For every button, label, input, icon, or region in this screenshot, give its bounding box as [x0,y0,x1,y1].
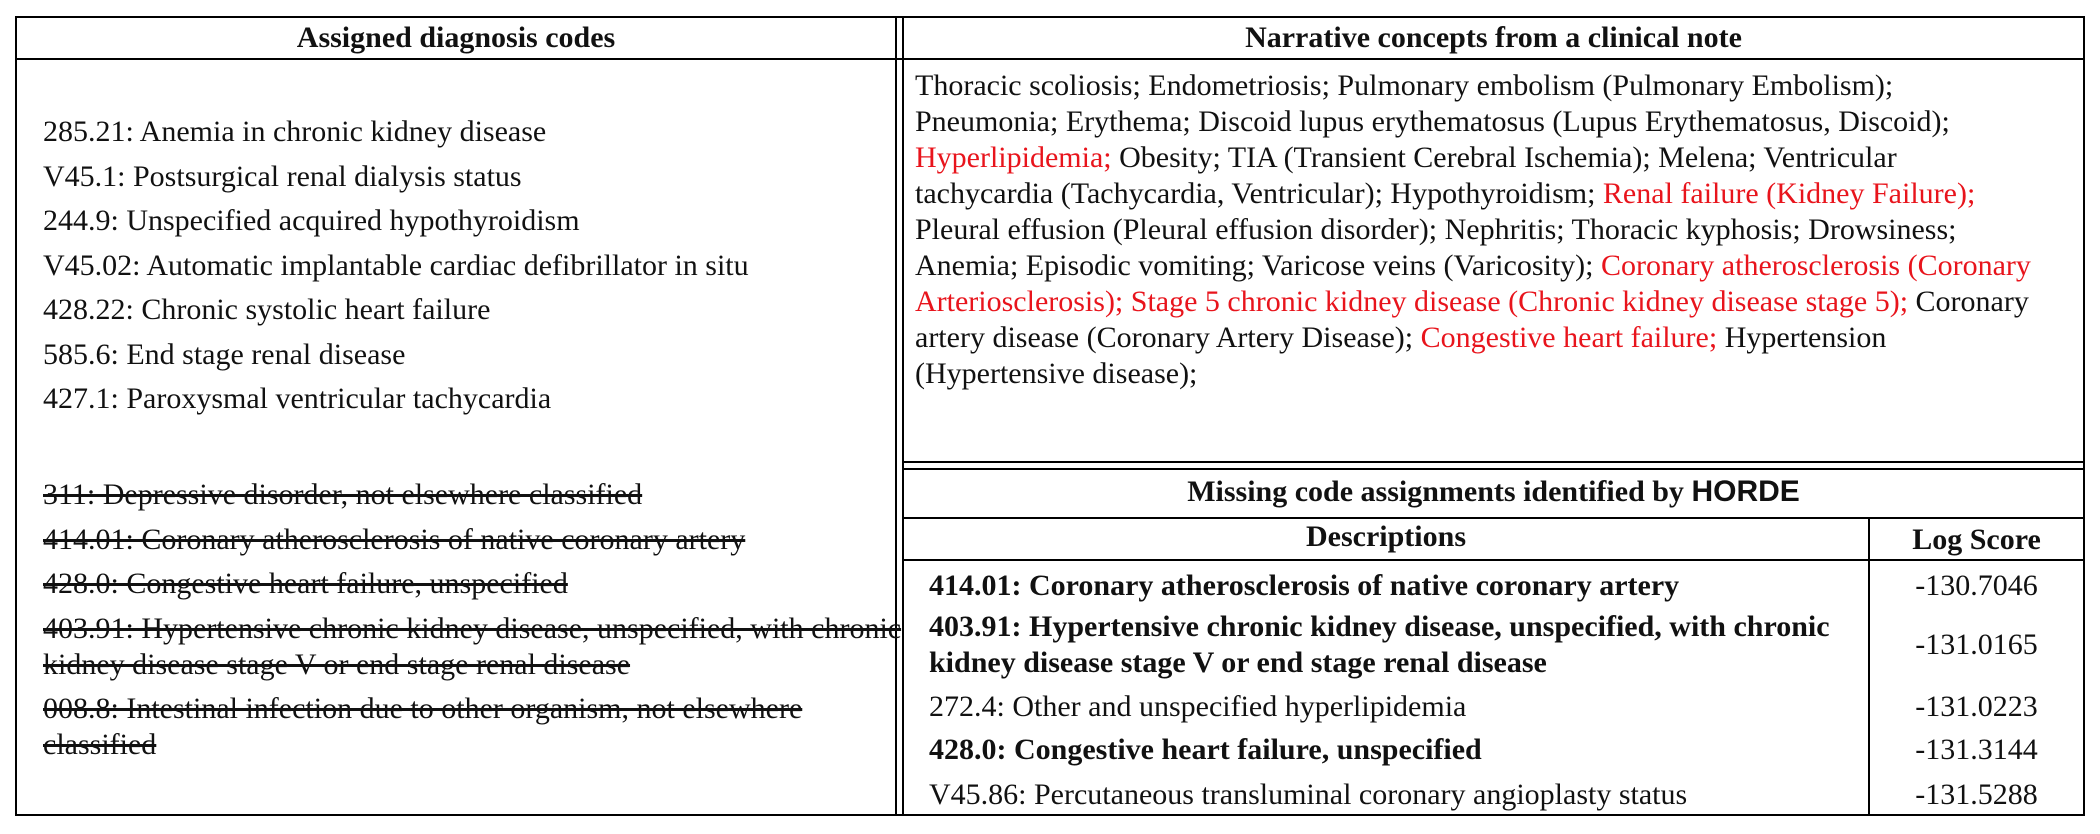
missing-code-score: -131.3144 [1915,733,2038,766]
assigned-code-item: 285.21: Anemia in chronic kidney disease [43,115,547,148]
assigned-code-item: 585.6: End stage renal disease [43,337,406,371]
column-header-log-score: Log Score [1912,523,2041,556]
narrative-segment: Pleural effusion (Pleural effusion disorder); Nephritis; Thoracic kyphosis; Drowsiness; Anemia; Episodic vomiting; Varicose veins (Varicosity); [915,213,1957,282]
missing-codes-header-text: Missing code assignments identified by [1187,475,1692,508]
narrative-concepts-text [915,68,2035,392]
assigned-code-item: 244.9: Unspecified acquired hypothyroidism [43,204,580,237]
struck-code-item: 403.91: Hypertensive chronic kidney disease, unspecified, with chronic kidney disease stage V or end stage renal disease [43,611,902,681]
struck-code-item: 311: Depressive disorder, not elsewhere classified [43,478,643,511]
narrative-segment: Thoracic scoliosis; Endometriosis; Pulmonary embolism (Pulmonary Embolism); Pneumonia; Erythema; Discoid lupus erythematosus (Lupus Erythematosus, Discoid); [915,69,1950,138]
narrative-rule-bottom [904,468,2083,470]
narrative-segment: Coronary artery disease (Coronary Artery Disease); [915,285,2029,354]
narrative-header: Narrative concepts from a clinical note [1245,21,1742,54]
column-header-rule [904,559,2083,561]
assigned-codes-header: Assigned diagnosis codes [296,21,616,54]
method-name: HORDE [1691,475,1800,508]
missing-code-description: V45.86: Percutaneous transluminal coronary angioplasty status [929,778,1688,811]
narrative-segment: Renal failure (Kidney Failure); [1602,177,1976,210]
struck-code-item: 414.01: Coronary atherosclerosis of native coronary artery [43,522,746,556]
narrative-segment: Obesity; TIA (Transient Cerebral Ischemia); Melena; Ventricular tachycardia (Tachycardia, Ventricular); Hypothyroidism; [915,141,1897,210]
missing-code-score: -131.0165 [1915,628,2038,661]
narrative-segment: Coronary atherosclerosis (Coronary Arteriosclerosis); Stage 5 chronic kidney disease (Chronic kidney disease stage 5); [915,249,2031,318]
header-rule [17,58,2083,60]
missing-code-score: -131.0223 [1915,690,2038,723]
missing-code-description: 403.91: Hypertensive chronic kidney disease, unspecified, with chronic kidney disease stage V or end stage renal disease [929,610,1830,679]
missing-code-description: 414.01: Coronary atherosclerosis of native coronary artery [929,569,1680,602]
narrative-rule-top [904,461,2083,463]
assigned-code-item: 428.22: Chronic systolic heart failure [43,293,491,326]
missing-code-description: 272.4: Other and unspecified hyperlipidemia [929,690,1467,723]
assigned-codes-list [43,110,749,422]
narrative-segment: Hypertension (Hypertensive disease); [915,321,1887,390]
assigned-code-item: V45.1: Postsurgical renal dialysis status [43,159,522,193]
narrative-segment: Hyperlipidemia; [915,141,1112,174]
score-column-divider [1868,518,1870,816]
assigned-code-item: V45.02: Automatic implantable cardiac defibrillator in situ [43,248,749,282]
column-header-descriptions: Descriptions [1306,520,1466,553]
missing-code-score: -130.7046 [1915,569,2038,602]
missing-codes-header [904,474,2083,510]
missing-code-description: 428.0: Congestive heart failure, unspecified [929,733,1482,766]
struck-code-item: 008.8: Intestinal infection due to other organism, not elsewhere classified [43,692,803,761]
missing-code-score: -131.5288 [1915,778,2038,811]
struck-code-item: 428.0: Congestive heart failure, unspecified [43,567,568,600]
struck-codes-list [43,477,903,772]
narrative-segment: Congestive heart failure; [1420,321,1718,354]
assigned-code-item: 427.1: Paroxysmal ventricular tachycardia [43,382,552,415]
